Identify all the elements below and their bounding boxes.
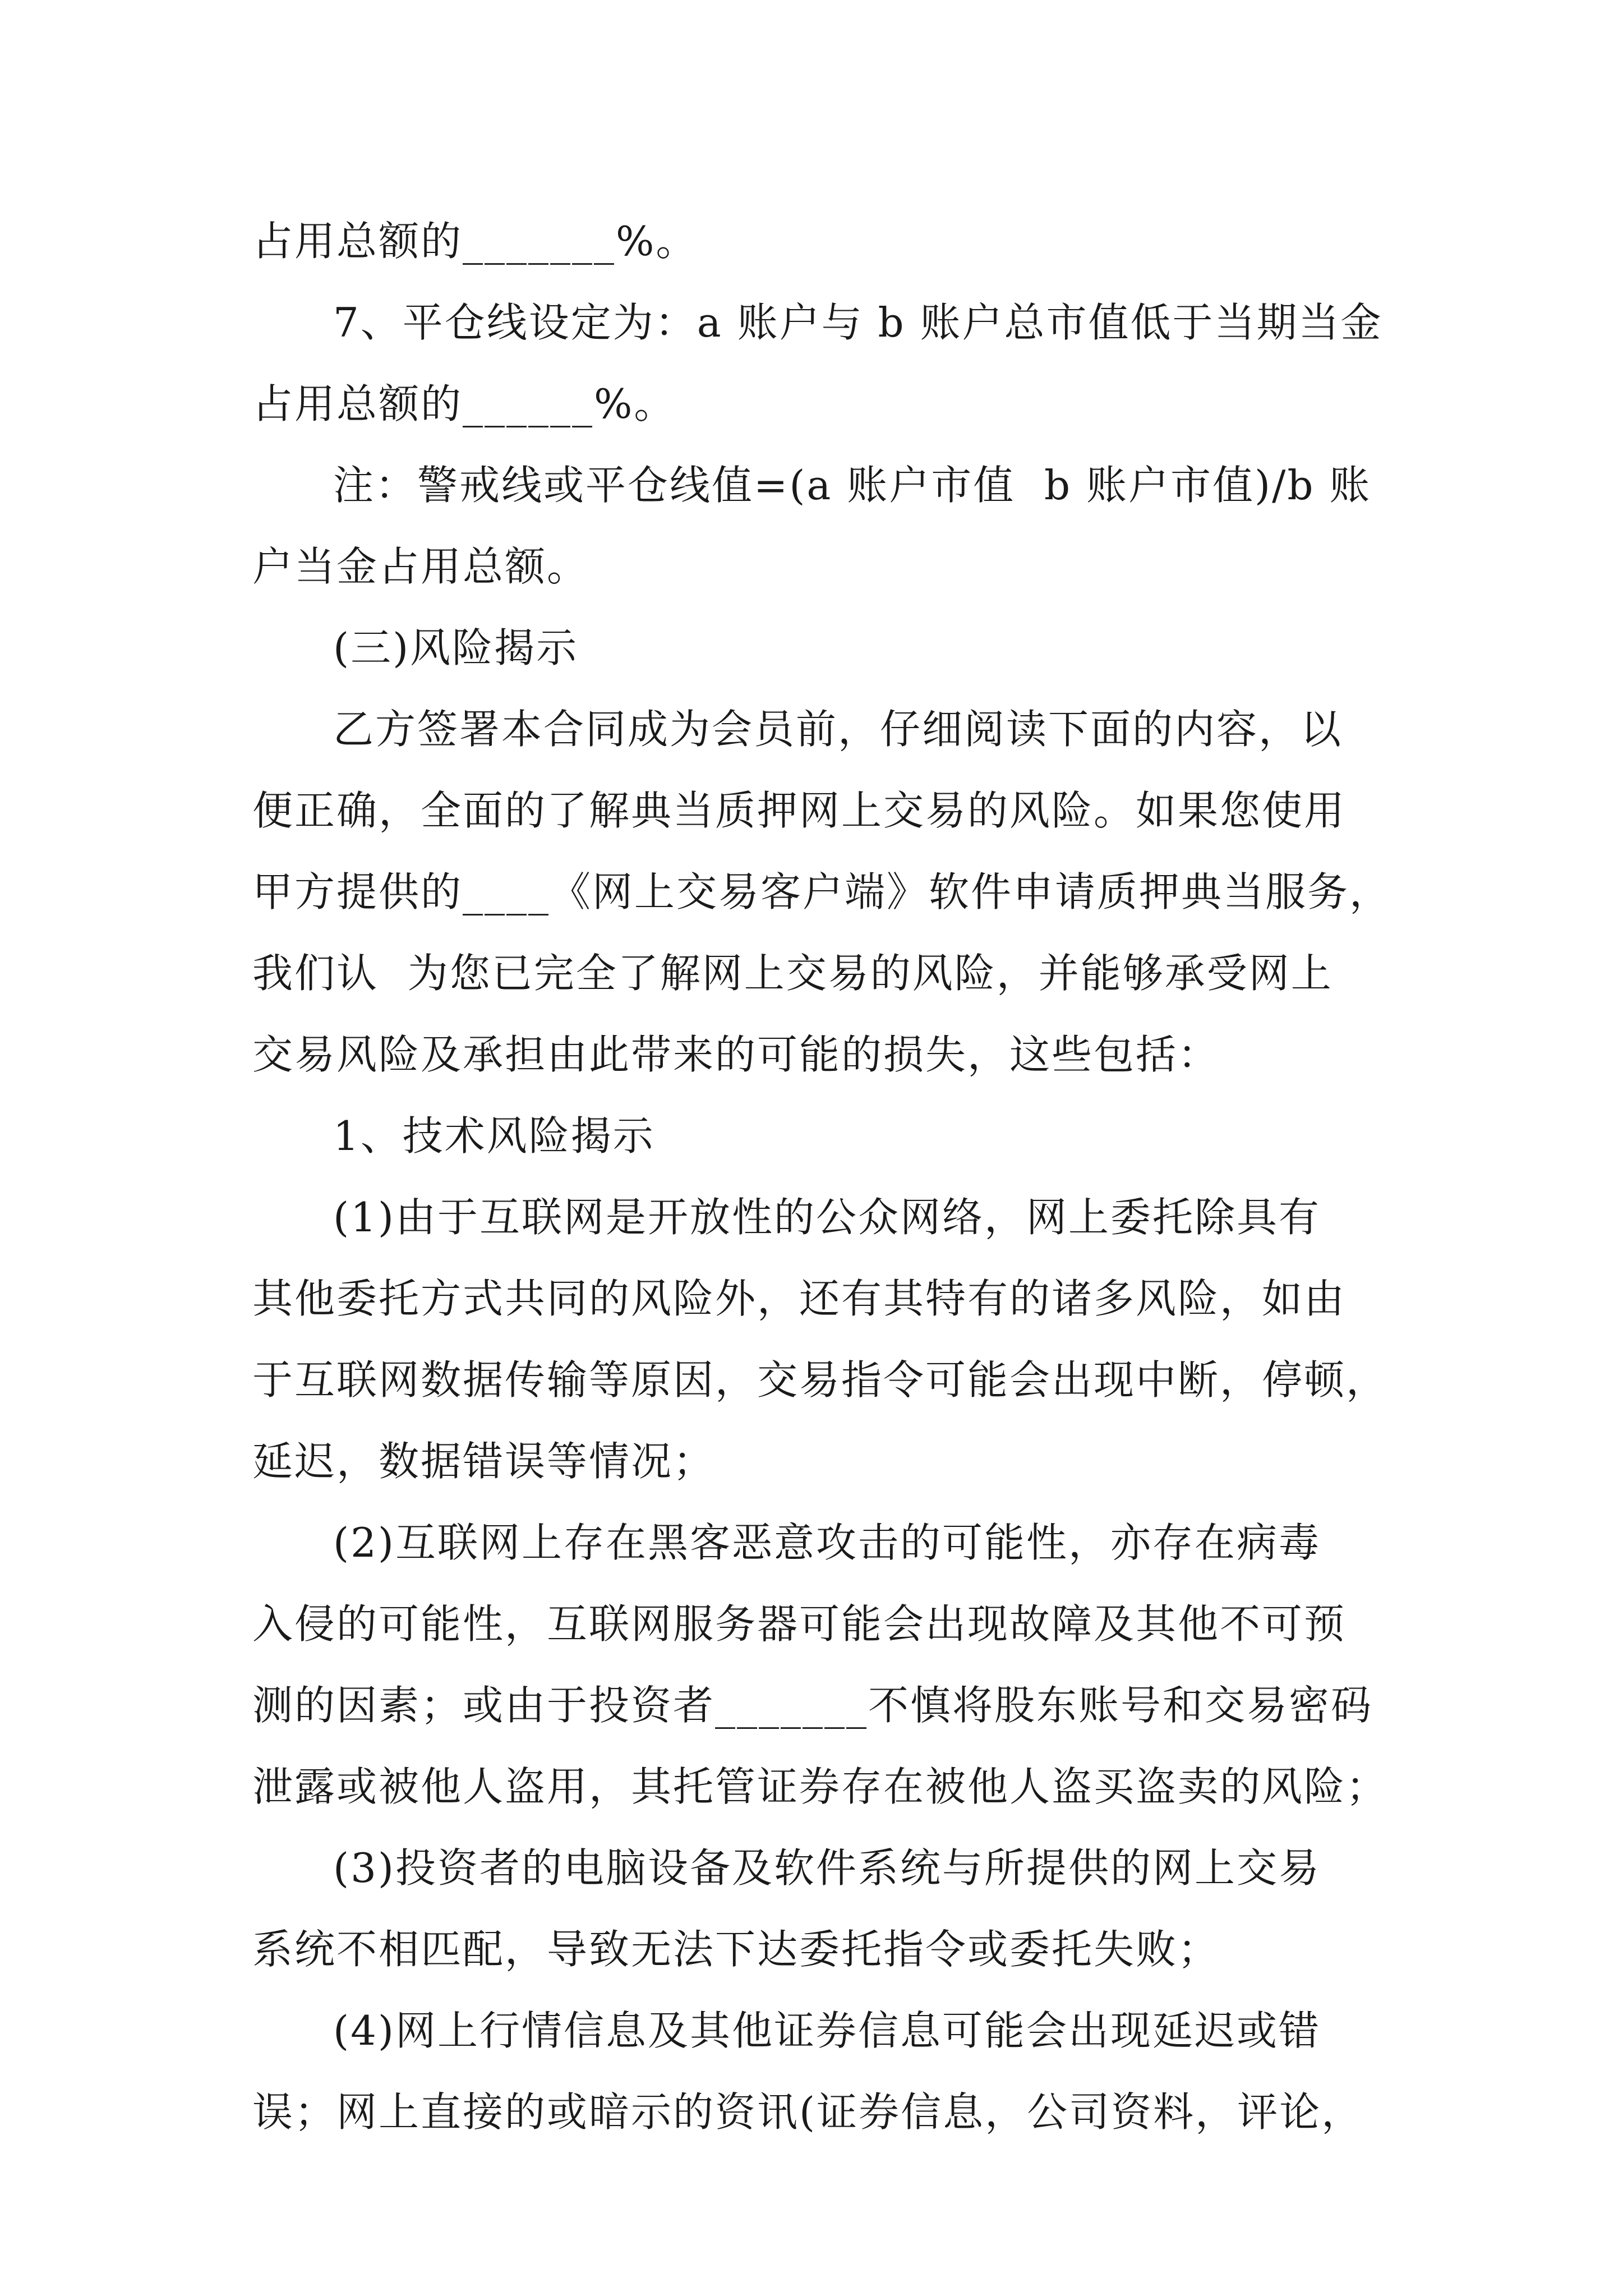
text-line-16: 延迟，数据错误等情况； [252,1438,716,1485]
text-line-13: (1)由于互联网是开放性的公众网络，网上委托除具有 [333,1194,1321,1241]
text-line-17: (2)互联网上存在黑客恶意攻击的可能性，亦存在病毒 [333,1519,1321,1566]
text-line-22: 系统不相匹配，导致无法下达委托指令或委托失败； [252,1926,1220,1973]
text-line-1: 占用总额的_______%。 [252,218,698,265]
text-line-14: 其他委托方式共同的风险外，还有其特有的诸多风险，如由 [252,1275,1347,1322]
text-line-8: 便正确，全面的了解典当质押网上交易的风险。如果您使用 [252,787,1347,834]
subsection-heading: 1、技术风险揭示 [333,1112,655,1159]
text-line-10: 我们认 为您已完全了解网上交易的风险，并能够承受网上 [252,950,1333,997]
text-line-19: 测的因素；或由于投资者_______不慎将股东账号和交易密码 [252,1682,1373,1729]
text-line-7: 乙方签署本合同成为会员前，仔细阅读下面的内容，以 [333,706,1343,753]
text-line-23: (4)网上行情信息及其他证券信息可能会出现延迟或错 [333,2007,1321,2054]
text-line-11: 交易风险及承担由此带来的可能的损失，这些包括： [252,1031,1220,1078]
text-line-4: 注：警戒线或平仓线值=(a 账户市值 b 账户市值)/b 账 [333,462,1372,509]
text-line-9: 甲方提供的____《网上交易客户端》软件申请质押典当服务， [252,868,1392,915]
text-line-3: 占用总额的______%。 [252,380,676,427]
text-line-18: 入侵的可能性，互联网服务器可能会出现故障及其他不可预 [252,1600,1347,1648]
text-line-5: 户当金占用总额。 [252,543,589,590]
text-line-20: 泄露或被他人盗用，其托管证券存在被他人盗买盗卖的风险； [252,1763,1389,1810]
text-line-24: 误；网上直接的或暗示的资讯(证券信息，公司资料，评论， [252,2088,1364,2136]
section-heading: (三)风险揭示 [333,624,579,671]
text-line-21: (3)投资者的电脑设备及软件系统与所提供的网上交易 [333,1844,1321,1892]
text-line-2: 7、平仓线设定为：a 账户与 b 账户总市值低于当期当金 [333,299,1383,346]
text-line-15: 于互联网数据传输等原因，交易指令可能会出现中断，停顿， [252,1356,1389,1404]
